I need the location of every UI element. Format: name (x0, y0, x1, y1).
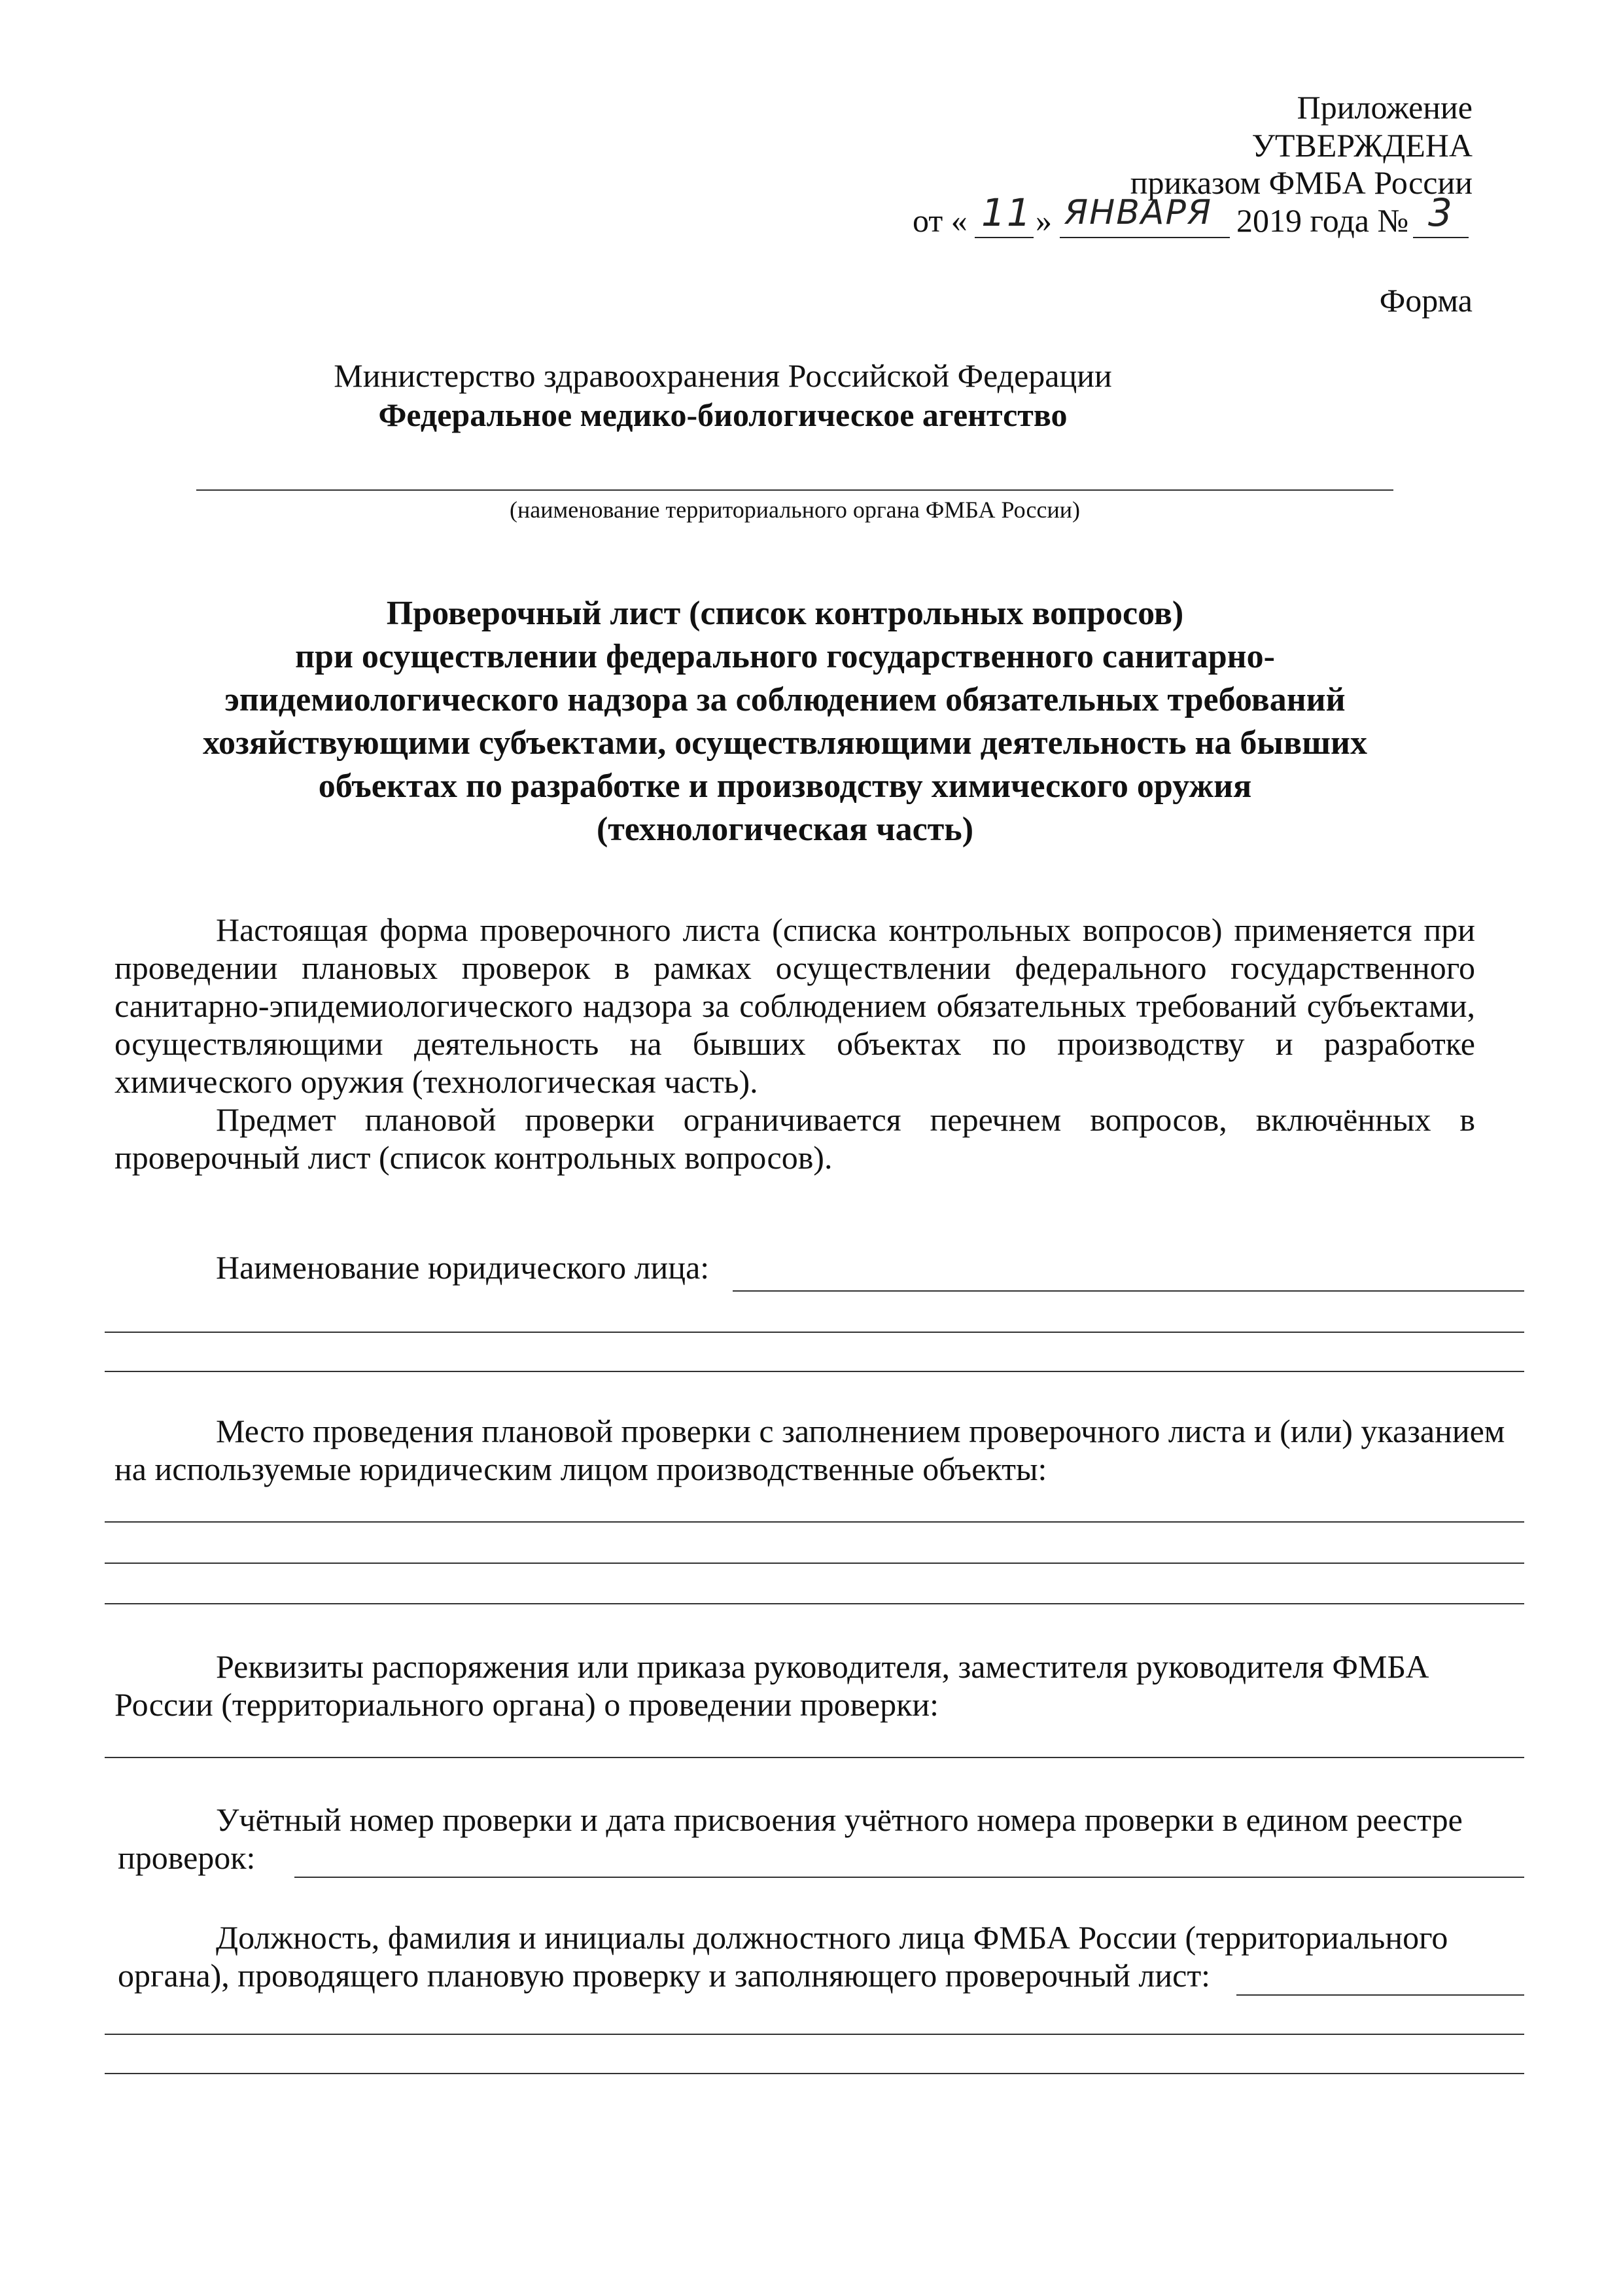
place-label-line-2: на используемые юридическим лицом производственные объекты: (114, 1451, 1047, 1487)
official-label-line-2: органа), проводящего плановую проверку и заполняющего проверочный лист: (118, 1957, 1211, 1994)
day-handwritten: 11 (981, 190, 1032, 235)
place-input-line-1[interactable] (105, 1521, 1524, 1523)
title-line-6: (технологическая часть) (596, 811, 974, 848)
year-number-text: 2019 года № (1236, 202, 1409, 239)
legal-entity-label: Наименование юридического лица: (216, 1249, 710, 1286)
title-line-5: объектах по разработке и производству химического оружия (318, 768, 1252, 805)
intro-paragraph-1: Настоящая форма проверочного листа (списка контрольных вопросов) применяется при проведении плановых проверок в рамках осуществлении федерального государственного санитарно-эпидемиологического надзора за соблюдением обязательных требований субъектами, осуществляющими деятельность на бывших объектах по производству и разработке химического оружия (технологическая часть). (114, 911, 1475, 1100)
document-title (79, 592, 1492, 851)
requisites-label-line-2: России (территориального органа) о проведении проверки: (114, 1686, 939, 1723)
place-label-line-1: Место проведения плановой проверки с заполнением проверочного листа и (или) указанием (216, 1413, 1505, 1449)
agency-name: Федеральное медико-биологическое агентство (378, 397, 1068, 433)
form-label: Форма (1379, 282, 1473, 319)
order-by-label: приказом ФМБА России (1130, 164, 1473, 201)
ministry-name: Министерство здравоохранения Российской Федерации (334, 357, 1112, 394)
number-handwritten: 3 (1428, 190, 1454, 235)
requisites-input-line[interactable] (105, 1757, 1524, 1758)
requisites-label-line-1: Реквизиты распоряжения или приказа руководителя, заместителя руководителя ФМБА (216, 1648, 1429, 1685)
official-label-line-1: Должность, фамилия и инициалы должностного лица ФМБА России (территориального (216, 1919, 1448, 1956)
date-prefix: от « (913, 202, 968, 239)
account-label-line-2: проверок: (118, 1839, 256, 1876)
official-input-line-2[interactable] (105, 2034, 1524, 2035)
official-input-line-1[interactable] (1236, 1994, 1524, 1996)
legal-entity-input-line-2[interactable] (105, 1332, 1524, 1333)
title-line-3: эпидемиологического надзора за соблюдением обязательных требований (224, 681, 1346, 718)
intro-paragraph-2: Предмет плановой проверки ограничивается перечнем вопросов, включённых в проверочный лист (список контрольных вопросов). (114, 1101, 1475, 1176)
place-input-line-3[interactable] (105, 1603, 1524, 1604)
territorial-organ-line (196, 489, 1393, 491)
month-handwritten: ЯНВАРЯ (1064, 193, 1212, 232)
order-date-line (913, 190, 1475, 242)
approved-label: УТВЕРЖДЕНА (1251, 127, 1473, 164)
title-line-1: Проверочный лист (список контрольных вопросов) (386, 595, 1184, 632)
account-input-line[interactable] (294, 1877, 1524, 1878)
place-input-line-2[interactable] (105, 1563, 1524, 1564)
account-label-line-1: Учётный номер проверки и дата присвоения учётного номера проверки в едином реестре (216, 1801, 1463, 1838)
title-line-4: хозяйствующими субъектами, осуществляющими деятельность на бывших (203, 724, 1367, 762)
appendix-label: Приложение (1297, 89, 1473, 126)
title-line-2: при осуществлении федерального государственного санитарно- (295, 638, 1275, 675)
legal-entity-input-line-3[interactable] (105, 1371, 1524, 1372)
legal-entity-input-line-1[interactable] (733, 1290, 1524, 1292)
intro-section (114, 911, 1475, 1176)
official-input-line-3[interactable] (105, 2073, 1524, 2074)
territorial-organ-caption: (наименование территориального органа ФМБА России) (510, 497, 1080, 523)
date-mid: » (1036, 202, 1052, 239)
